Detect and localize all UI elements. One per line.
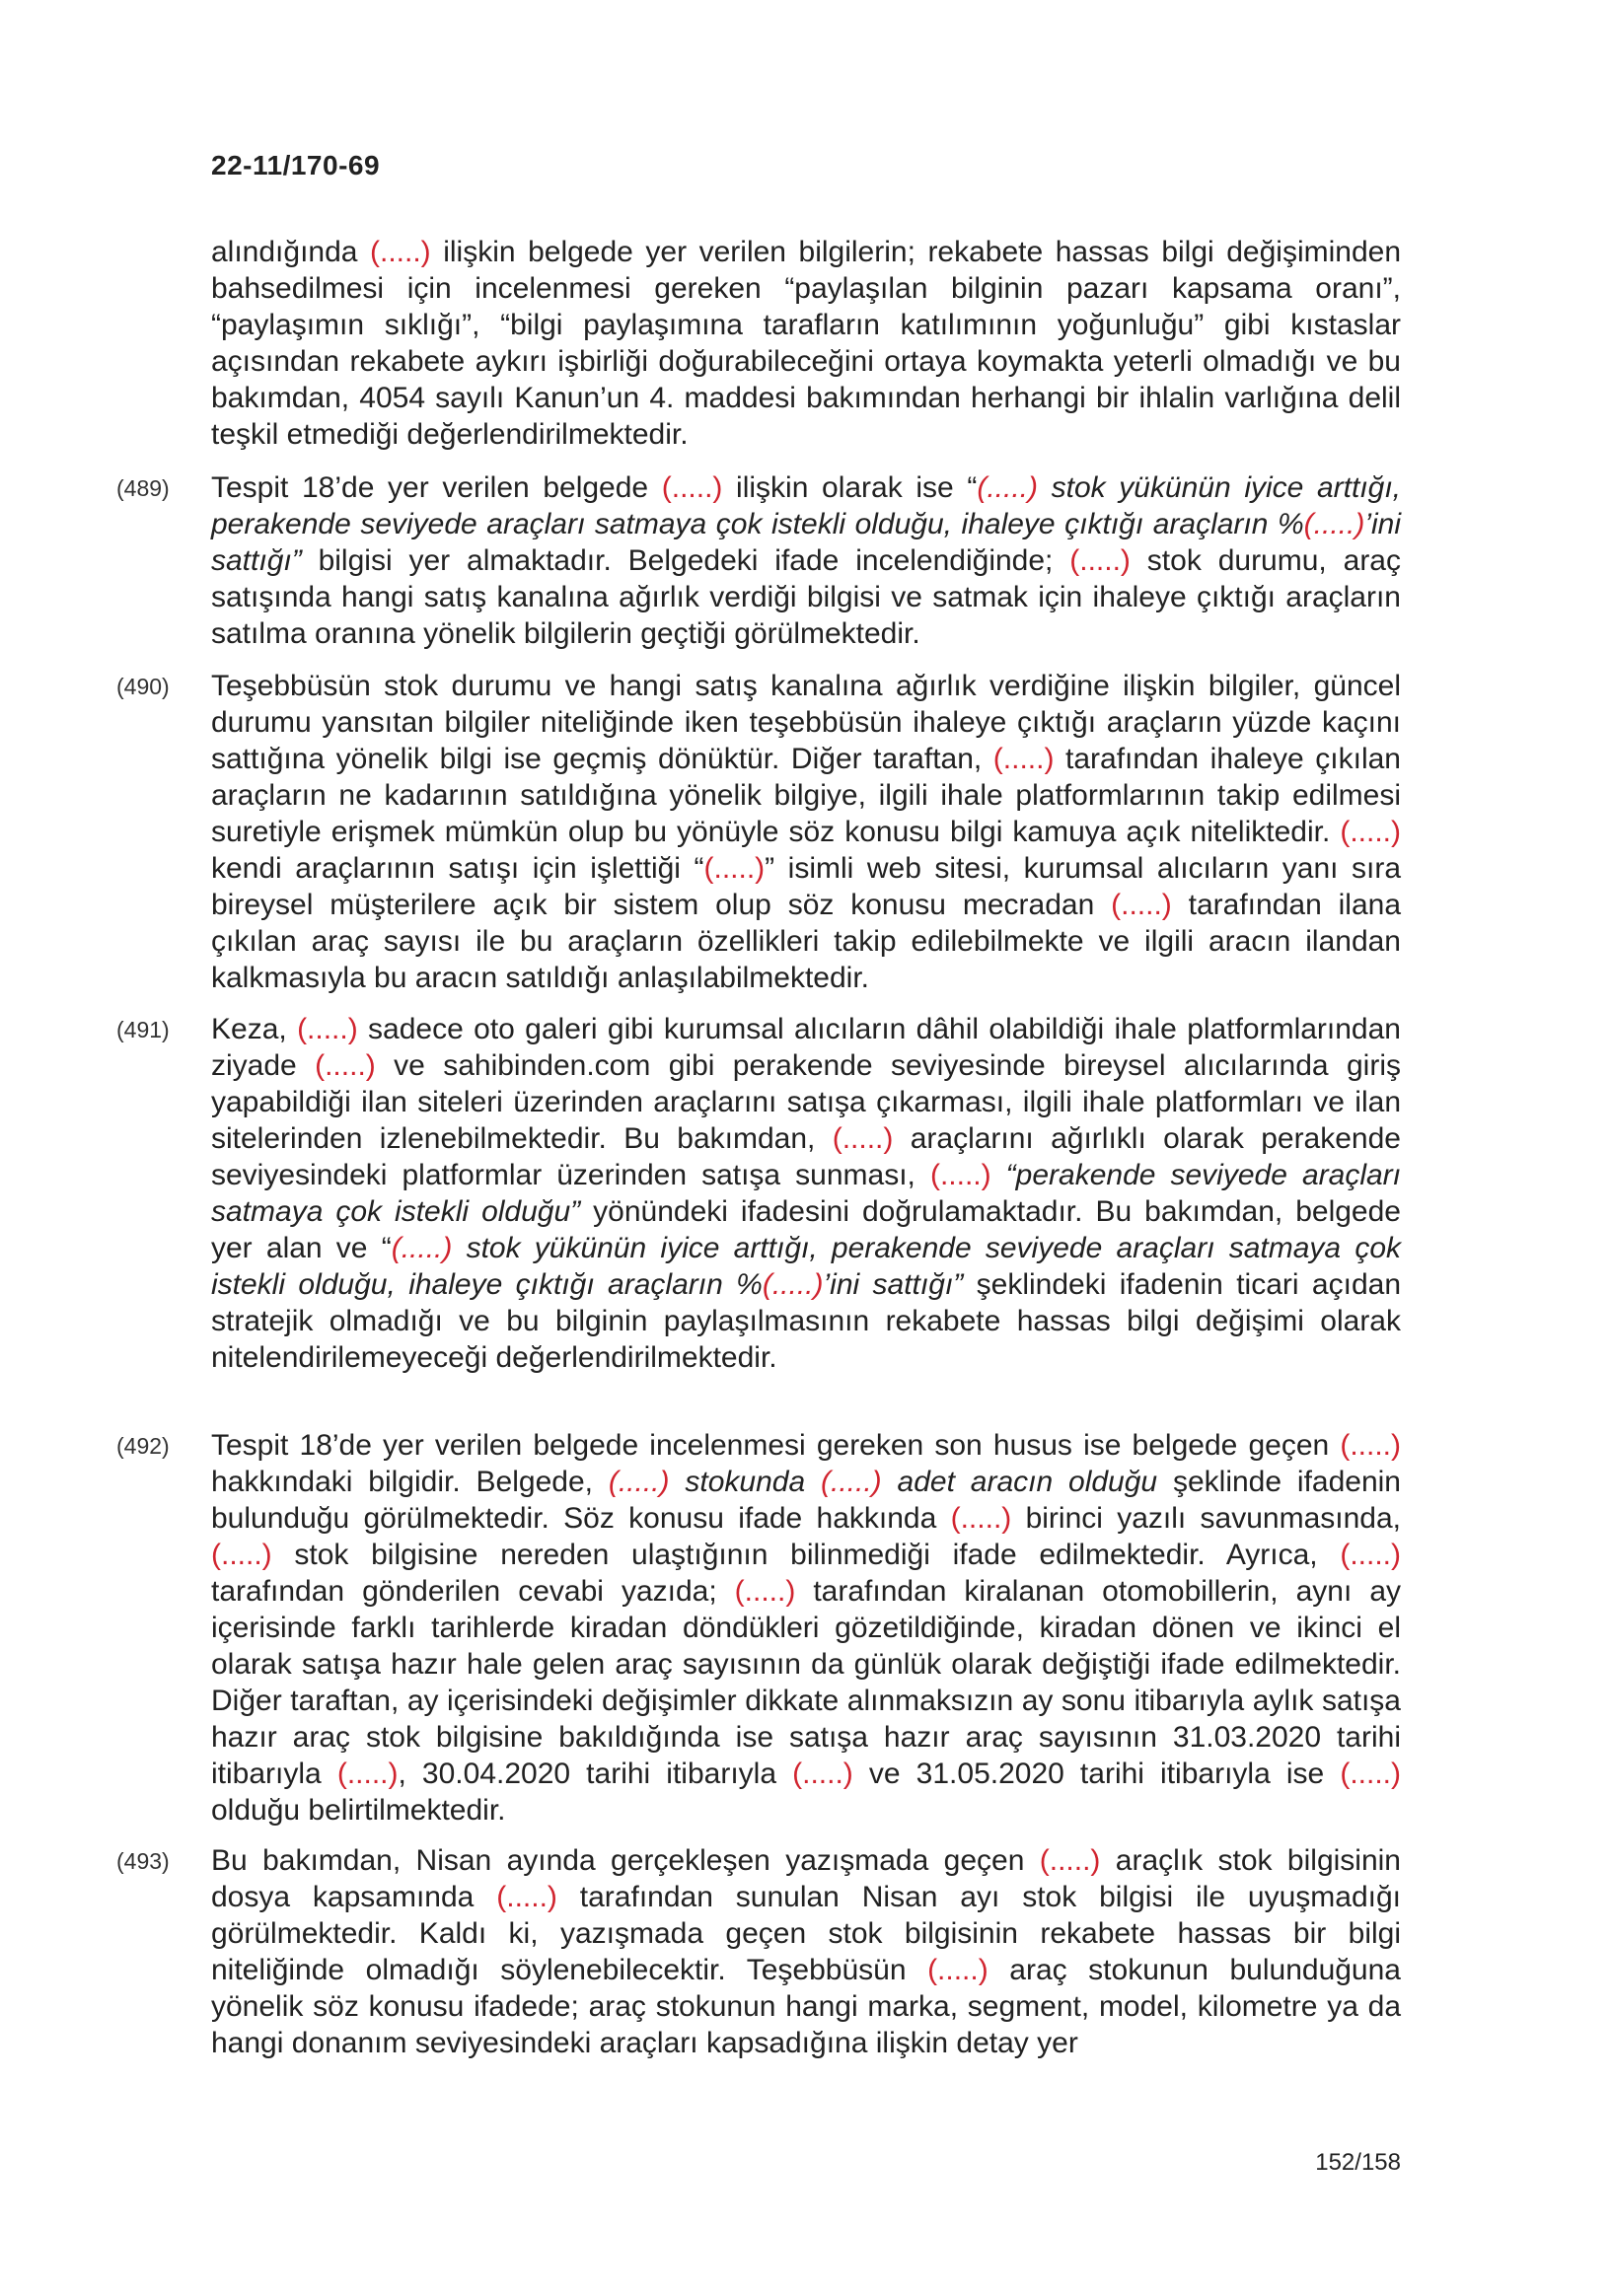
redacted-text: (.....) bbox=[792, 1758, 853, 1790]
paragraph-text-segment: şeklinde ifadenin bulunduğu görülmektedir. Söz konusu ifade hakkında bbox=[211, 1466, 1401, 1535]
paragraph-number-492: (492) bbox=[116, 1433, 170, 1459]
paragraph-text-segment: şeklindeki ifadenin ticari açıdan stratejik olmadığı ve bu bilginin paylaşılmasının rekabete hassas bilgi değişimi olarak nitelendirilemeyeceği değerlendirilmektedir. bbox=[211, 1268, 1401, 1374]
paragraph-text-segment: yönündeki ifadesini doğrulamaktadır. Bu bakımdan, belgede yer alan ve “ bbox=[211, 1195, 1401, 1264]
redacted-text: (.....) bbox=[703, 852, 766, 885]
paragraph-text-segment: stok durumu, araç satışında hangi satış kanalına ağırlık verdiği bilgisi ve satmak için ihaleye çıktığı araçların satılma oranına yönelik bilgilerin geçtiği görülmektedir. bbox=[211, 544, 1401, 650]
redacted-text: (.....) bbox=[1340, 816, 1401, 848]
paragraph-text-segment: sadece oto galeri gibi kurumsal alıcıların dâhil olabildiği ihale platformlarından ziyade bbox=[211, 1013, 1401, 1082]
document-id: 22-11/170-69 bbox=[211, 150, 381, 180]
paragraph-text-segment: “perakende seviyede araçları satmaya çok istekli olduğu” bbox=[211, 1159, 1401, 1228]
redacted-text: (.....) bbox=[762, 1268, 824, 1301]
redacted-text: (.....) bbox=[391, 1232, 453, 1264]
redacted-text: (.....) bbox=[1069, 544, 1131, 577]
redacted-text: (.....) bbox=[950, 1502, 1012, 1535]
paragraph-text-segment: ilişkin olarak ise “ bbox=[722, 471, 978, 504]
paragraph-493 bbox=[211, 1842, 1401, 2061]
paragraph-text-segment: bilgisi yer almaktadır. Belgedeki ifade incelendiğinde; bbox=[301, 544, 1070, 577]
paragraph-number-489: (489) bbox=[116, 475, 170, 501]
paragraph-text-segment: ilişkin belgede yer verilen bilgilerin; rekabete hassas bilgi değişiminden bahsedilmesi için incelenmesi gereken “paylaşılan bilginin pazarı kapsama oranı”, “paylaşımın sıklığı”, “bilgi paylaşımına tarafların katılımının yoğunluğu” gibi kıstaslar açısından rekabete aykırı işbirliği doğurabileceğini ortaya koymakta yeterli olmadığı ve bu bakımdan, 4054 sayılı Kanun’un 4. maddesi bakımından herhangi bir ihlalin varlığına delil teşkil etmediği değerlendirilmektedir. bbox=[211, 236, 1401, 451]
paragraph-number-493: (493) bbox=[116, 1848, 170, 1874]
paragraph-text-segment: stokunda bbox=[669, 1466, 821, 1498]
redacted-text: (.....) bbox=[977, 471, 1038, 504]
paragraph-number-490: (490) bbox=[116, 674, 170, 699]
redacted-text: (.....) bbox=[370, 236, 431, 268]
paragraph-text-segment: Teşebbüsün stok durumu ve hangi satış kanalına ağırlık verdiğine ilişkin bilgiler, güncel durumu yansıtan bilgiler niteliğinde iken teşebbüsün ihaleye çıktığı araçların yüzde kaçını sattığına yönelik bilgi ise geçmiş dönüktür. Diğer taraftan, bbox=[211, 670, 1401, 775]
paragraph-490 bbox=[211, 668, 1401, 996]
paragraph-text-segment: ve 31.05.2020 tarihi itibarıyla ise bbox=[852, 1758, 1341, 1790]
paragraph-text-segment: olduğu belirtilmektedir. bbox=[211, 1794, 506, 1827]
paragraph-text-segment: tarafından ilana çıkılan araç sayısı ile bu araçların özellikleri takip edilebilmekte ve ilgili aracın ilandan kalkmasıyla bu aracın satıldığı anlaşılabilmektedir. bbox=[211, 889, 1401, 994]
paragraph-text-segment: stok yükünün iyice arttığı, perakende seviyede araçları satmaya çok istekli olduğu, ihaleye çıktığı araçların % bbox=[211, 1232, 1401, 1301]
paragraph-text-segment: hakkındaki bilgidir. Belgede, bbox=[211, 1466, 609, 1498]
paragraph-text-segment: stok yükünün iyice arttığı, perakende seviyede araçları satmaya çok istekli olduğu, ihaleye çıktığı araçların % bbox=[211, 471, 1401, 540]
paragraph-text-segment: tarafından ihaleye çıkılan araçların ne kadarının satıldığına yönelik bilgiye, ilgili ihale platformlarının takip edilmesi suretiyle erişmek mümkün olup bu yönüyle söz konusu bilgi kamuya açık niteliktedir. bbox=[211, 743, 1401, 848]
redacted-text: (.....) bbox=[315, 1049, 376, 1082]
paragraph-text-segment: tarafından sunulan Nisan ayı stok bilgisi ile uyuşmadığı görülmektedir. Kaldı ki, yazışmada geçen stok bilgisinin rekabete hassas bir bilgi niteliğinde olmadığı söylenebilecektir. Teşebbüsün bbox=[211, 1881, 1401, 1986]
redacted-text: (.....) bbox=[927, 1954, 989, 1986]
paragraph-text-segment: kendi araçlarının satışı için işlettiği “ bbox=[211, 852, 704, 885]
redacted-text: (.....) bbox=[1111, 889, 1172, 921]
paragraph-text-segment: stok bilgisine nereden ulaştığının bilinmediği ifade edilmektedir. Ayrıca, bbox=[271, 1539, 1341, 1571]
paragraph-text-segment: ’ini sattığı” bbox=[211, 508, 1401, 577]
redacted-text: (.....) bbox=[992, 743, 1055, 775]
paragraph-491 bbox=[211, 1011, 1401, 1376]
paragraph-continuation bbox=[211, 234, 1401, 453]
paragraph-text-segment: Tespit 18’de yer verilen belgede bbox=[211, 471, 662, 504]
paragraph-number-491: (491) bbox=[116, 1017, 170, 1042]
paragraph-text-segment: Tespit 18’de yer verilen belgede incelenmesi gereken son husus ise belgede geçen bbox=[211, 1429, 1341, 1462]
paragraph-text-segment: ve sahibinden.com gibi perakende seviyesinde bireysel alıcılarında giriş yapabildiği ilan siteleri üzerinden araçlarını satışa çıkarması, ilgili ihale platformları ve ilan sitelerinden izlenebilmektedir. Bu bakımdan, bbox=[211, 1049, 1401, 1155]
paragraph-text-segment: araçlık stok bilgisinin dosya kapsamında bbox=[211, 1844, 1401, 1913]
redacted-text: (.....) bbox=[1340, 1539, 1401, 1571]
redacted-text: (.....) bbox=[821, 1466, 882, 1498]
paragraph-text-segment: tarafından gönderilen cevabi yazıda; bbox=[211, 1575, 735, 1608]
paragraph-text-segment: araç stokunun bulunduğuna yönelik söz konusu ifadede; araç stokunun hangi marka, segment, model, kilometre ya da hangi donanım seviyesindeki araçları kapsadığına ilişkin detay yer bbox=[211, 1954, 1401, 2059]
redacted-text: (.....) bbox=[734, 1575, 796, 1608]
paragraph-492 bbox=[211, 1427, 1401, 1829]
paragraph-text-segment: araçlarını ağırlıklı olarak perakende seviyesindeki platformlar üzerinden satışa sunması, bbox=[211, 1122, 1401, 1191]
redacted-text: (.....) bbox=[297, 1013, 358, 1045]
paragraph-text-segment: tarafından kiralanan otomobillerin, aynı ay içerisinde farklı tarihlerde kiradan döndükleri gözetildiğinde, kiradan dönen ve ikinci el olarak satışa hazır hale gelen araç sayısının da günlük olarak değiştiği ifade edilmektedir. Diğer taraftan, ay içerisindeki değişimler dikkate alınmaksızın ay sonu itibarıyla aylık satışa hazır araç stok bilgisine bakıldığında ise satışa hazır araç sayısının 31.03.2020 tarihi itibarıyla bbox=[211, 1575, 1401, 1790]
page-number: 152/158 bbox=[1315, 2149, 1401, 2176]
redacted-text: (.....) bbox=[929, 1159, 991, 1191]
redacted-text: (.....) bbox=[608, 1466, 670, 1498]
redacted-text: (.....) bbox=[336, 1758, 399, 1790]
redacted-text: (.....) bbox=[1303, 508, 1365, 540]
paragraph-489 bbox=[211, 469, 1401, 652]
paragraph-text-segment: alındığında bbox=[211, 236, 370, 268]
redacted-text: (.....) bbox=[832, 1122, 894, 1155]
paragraph-text-segment: birinci yazılı savunmasında, bbox=[1011, 1502, 1401, 1535]
paragraph-text-segment: Keza, bbox=[211, 1013, 298, 1045]
redacted-text: (.....) bbox=[211, 1539, 272, 1571]
paragraph-text-segment: adet aracın olduğu bbox=[881, 1466, 1158, 1498]
paragraph-text-segment: , 30.04.2020 tarihi itibarıyla bbox=[398, 1758, 793, 1790]
paragraph-text-segment: Bu bakımdan, Nisan ayında gerçekleşen yazışmada geçen bbox=[211, 1844, 1040, 1877]
redacted-text: (.....) bbox=[1340, 1429, 1401, 1462]
redacted-text: (.....) bbox=[1039, 1844, 1101, 1877]
redacted-text: (.....) bbox=[496, 1881, 557, 1913]
paragraph-text-segment: ” isimli web sitesi, kurumsal alıcıların yanı sıra bireysel müşterilere açık bir sistem olup söz konusu mecradan bbox=[211, 852, 1402, 921]
redacted-text: (.....) bbox=[1340, 1758, 1401, 1790]
paragraph-text-segment: ’ini sattığı” bbox=[823, 1268, 964, 1301]
redacted-text: (.....) bbox=[661, 471, 723, 504]
